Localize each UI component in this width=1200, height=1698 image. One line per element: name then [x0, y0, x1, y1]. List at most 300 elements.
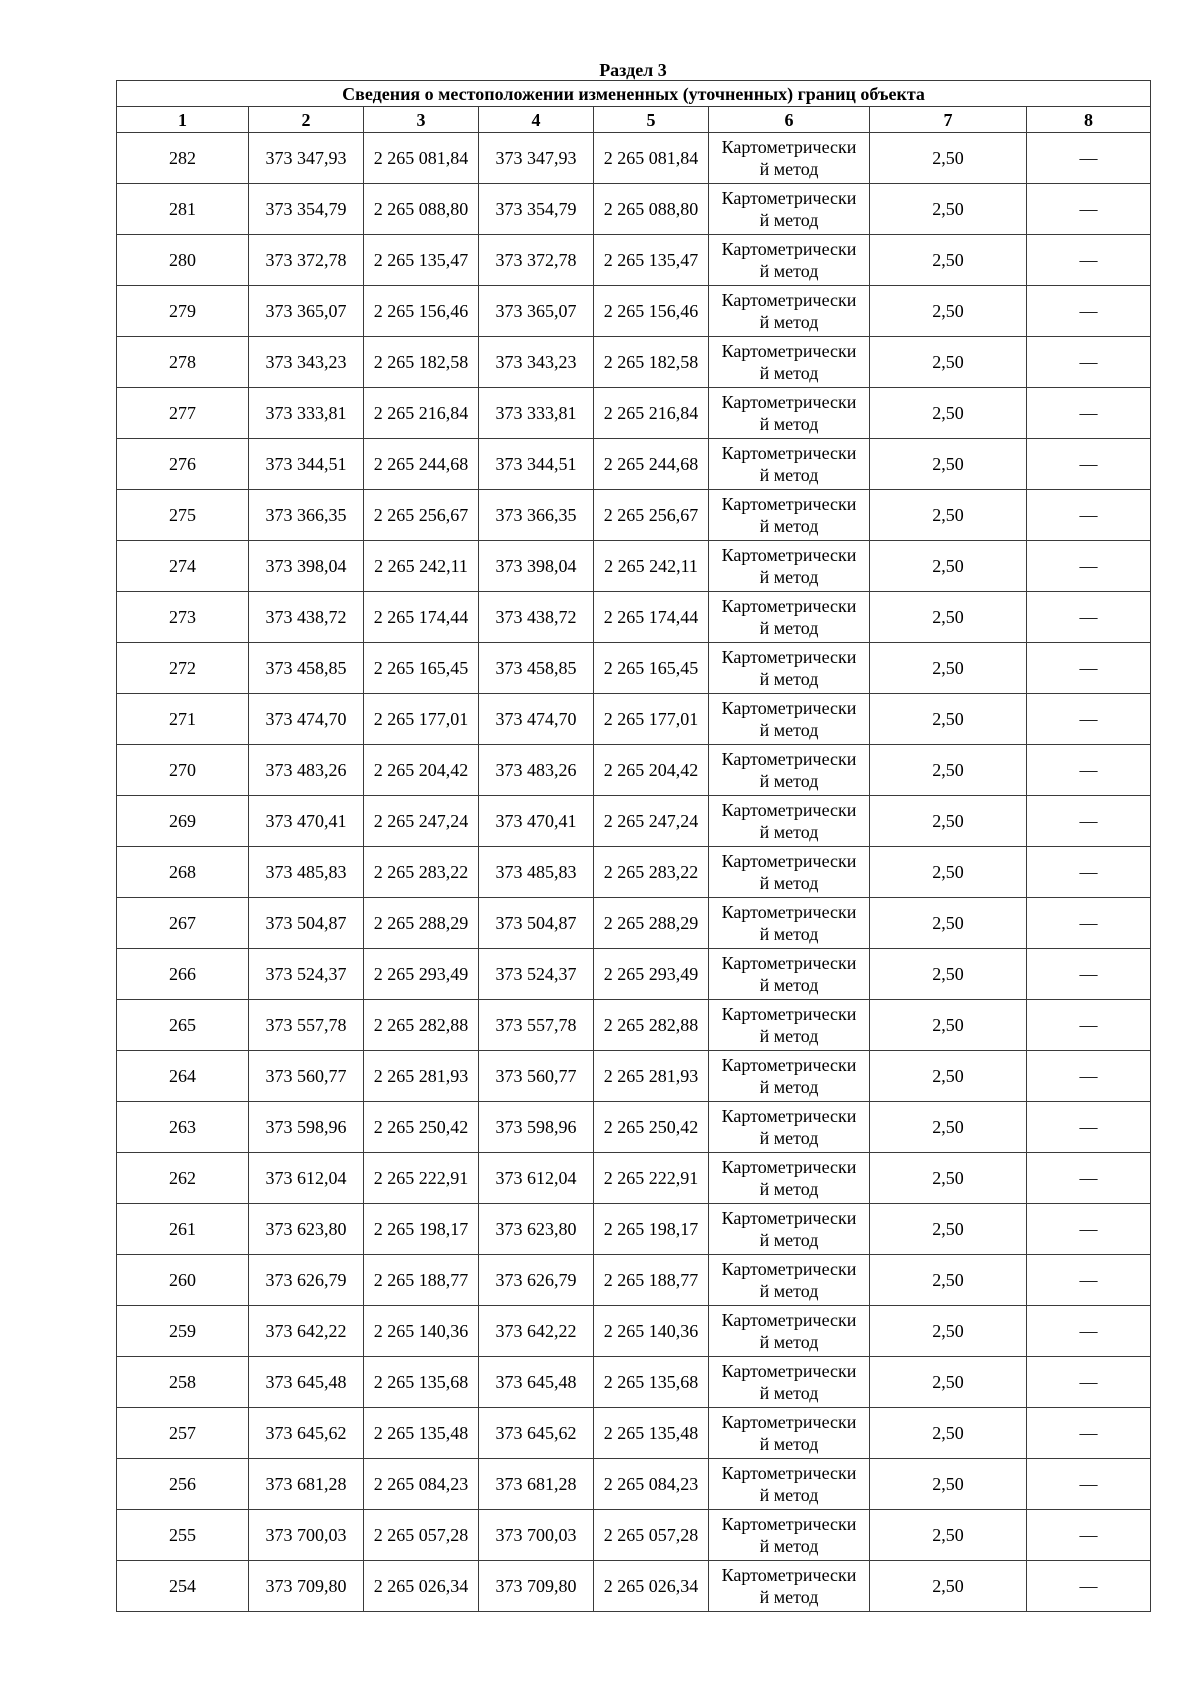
new-x-cell: 373 333,81 — [479, 388, 594, 439]
description-cell: — — [1027, 388, 1151, 439]
method-text-line1: Картометрически — [721, 902, 857, 922]
method-text-line2: й метод — [759, 210, 819, 230]
table-row — [117, 1357, 1151, 1408]
method-cell — [709, 1408, 870, 1459]
method-text-line1: Картометрически — [721, 1055, 857, 1075]
method-cell — [709, 949, 870, 1000]
accuracy-cell: 2,50 — [870, 286, 1027, 337]
method-cell — [709, 1306, 870, 1357]
method-text-line2: й метод — [759, 1230, 819, 1250]
new-x-cell: 373 347,93 — [479, 133, 594, 184]
method-cell — [709, 1510, 870, 1561]
method-cell — [709, 694, 870, 745]
method-text-line1: Картометрически — [721, 1514, 857, 1534]
method-cell — [709, 1459, 870, 1510]
description-cell: — — [1027, 541, 1151, 592]
accuracy-cell: 2,50 — [870, 847, 1027, 898]
method-text-line1: Картометрически — [721, 1004, 857, 1024]
description-cell: — — [1027, 1102, 1151, 1153]
point-number-cell: 267 — [117, 898, 249, 949]
existing-y-cell: 2 265 256,67 — [364, 490, 479, 541]
method-cell — [709, 898, 870, 949]
method-text-line1: Картометрически — [721, 800, 857, 820]
method-text-line2: й метод — [759, 1485, 819, 1505]
existing-y-cell: 2 265 026,34 — [364, 1561, 479, 1612]
method-text-line1: Картометрически — [721, 953, 857, 973]
new-x-cell: 373 366,35 — [479, 490, 594, 541]
accuracy-cell: 2,50 — [870, 694, 1027, 745]
table-row — [117, 184, 1151, 235]
method-text-line2: й метод — [759, 1536, 819, 1556]
existing-x-cell: 373 709,80 — [249, 1561, 364, 1612]
point-number-cell: 280 — [117, 235, 249, 286]
method-text-line2: й метод — [759, 1077, 819, 1097]
accuracy-cell: 2,50 — [870, 1408, 1027, 1459]
existing-y-cell: 2 265 242,11 — [364, 541, 479, 592]
new-y-cell: 2 265 288,29 — [594, 898, 709, 949]
method-text-line1: Картометрически — [721, 596, 857, 616]
new-y-cell: 2 265 256,67 — [594, 490, 709, 541]
new-x-cell: 373 524,37 — [479, 949, 594, 1000]
new-x-cell: 373 398,04 — [479, 541, 594, 592]
new-y-cell: 2 265 281,93 — [594, 1051, 709, 1102]
description-cell: — — [1027, 745, 1151, 796]
description-cell: — — [1027, 337, 1151, 388]
existing-x-cell: 373 612,04 — [249, 1153, 364, 1204]
method-cell — [709, 184, 870, 235]
point-number-cell: 276 — [117, 439, 249, 490]
method-cell — [709, 1255, 870, 1306]
existing-y-cell: 2 265 288,29 — [364, 898, 479, 949]
method-text-line1: Картометрически — [721, 494, 857, 514]
table-row — [117, 286, 1151, 337]
method-text-line2: й метод — [759, 567, 819, 587]
method-text-line1: Картометрически — [721, 290, 857, 310]
new-y-cell: 2 265 088,80 — [594, 184, 709, 235]
existing-y-cell: 2 265 281,93 — [364, 1051, 479, 1102]
existing-y-cell: 2 265 057,28 — [364, 1510, 479, 1561]
method-text-line2: й метод — [759, 822, 819, 842]
table-row — [117, 898, 1151, 949]
method-text-line1: Картометрически — [721, 545, 857, 565]
table-row — [117, 847, 1151, 898]
description-cell: — — [1027, 1255, 1151, 1306]
point-number-cell: 269 — [117, 796, 249, 847]
new-x-cell: 373 485,83 — [479, 847, 594, 898]
description-cell: — — [1027, 898, 1151, 949]
new-x-cell: 373 642,22 — [479, 1306, 594, 1357]
new-y-cell: 2 265 135,48 — [594, 1408, 709, 1459]
existing-x-cell: 373 343,23 — [249, 337, 364, 388]
table-row — [117, 1255, 1151, 1306]
method-text-line2: й метод — [759, 1128, 819, 1148]
existing-y-cell: 2 265 084,23 — [364, 1459, 479, 1510]
point-number-cell: 278 — [117, 337, 249, 388]
existing-y-cell: 2 265 282,88 — [364, 1000, 479, 1051]
point-number-cell: 279 — [117, 286, 249, 337]
method-text-line2: й метод — [759, 414, 819, 434]
point-number-cell: 281 — [117, 184, 249, 235]
method-cell — [709, 235, 870, 286]
existing-y-cell: 2 265 081,84 — [364, 133, 479, 184]
new-y-cell: 2 265 244,68 — [594, 439, 709, 490]
point-number-cell: 255 — [117, 1510, 249, 1561]
existing-x-cell: 373 645,62 — [249, 1408, 364, 1459]
existing-y-cell: 2 265 188,77 — [364, 1255, 479, 1306]
existing-x-cell: 373 557,78 — [249, 1000, 364, 1051]
table-row — [117, 1153, 1151, 1204]
table-row — [117, 1561, 1151, 1612]
description-cell: — — [1027, 286, 1151, 337]
existing-y-cell: 2 265 283,22 — [364, 847, 479, 898]
accuracy-cell: 2,50 — [870, 898, 1027, 949]
table-row — [117, 796, 1151, 847]
existing-x-cell: 373 333,81 — [249, 388, 364, 439]
new-y-cell: 2 265 156,46 — [594, 286, 709, 337]
new-y-cell: 2 265 057,28 — [594, 1510, 709, 1561]
new-y-cell: 2 265 250,42 — [594, 1102, 709, 1153]
table-row — [117, 235, 1151, 286]
table-row — [117, 490, 1151, 541]
accuracy-cell: 2,50 — [870, 184, 1027, 235]
description-cell: — — [1027, 235, 1151, 286]
existing-x-cell: 373 365,07 — [249, 286, 364, 337]
method-cell — [709, 1000, 870, 1051]
new-y-cell: 2 265 247,24 — [594, 796, 709, 847]
method-cell — [709, 745, 870, 796]
new-y-cell: 2 265 177,01 — [594, 694, 709, 745]
table-row — [117, 337, 1151, 388]
method-text-line2: й метод — [759, 1281, 819, 1301]
existing-y-cell: 2 265 088,80 — [364, 184, 479, 235]
existing-x-cell: 373 626,79 — [249, 1255, 364, 1306]
accuracy-cell: 2,50 — [870, 1204, 1027, 1255]
method-cell — [709, 1051, 870, 1102]
new-x-cell: 373 474,70 — [479, 694, 594, 745]
method-cell — [709, 1153, 870, 1204]
existing-y-cell: 2 265 293,49 — [364, 949, 479, 1000]
existing-y-cell: 2 265 140,36 — [364, 1306, 479, 1357]
point-number-cell: 275 — [117, 490, 249, 541]
existing-y-cell: 2 265 204,42 — [364, 745, 479, 796]
new-y-cell: 2 265 182,58 — [594, 337, 709, 388]
method-text-line1: Картометрически — [721, 443, 857, 463]
method-text-line2: й метод — [759, 1332, 819, 1352]
column-number-row — [117, 107, 1151, 133]
column-number-6: 6 — [709, 107, 870, 133]
method-cell — [709, 796, 870, 847]
existing-x-cell: 373 524,37 — [249, 949, 364, 1000]
point-number-cell: 260 — [117, 1255, 249, 1306]
table-row — [117, 133, 1151, 184]
method-text-line2: й метод — [759, 720, 819, 740]
method-text-line1: Картометрически — [721, 698, 857, 718]
existing-y-cell: 2 265 165,45 — [364, 643, 479, 694]
method-text-line2: й метод — [759, 771, 819, 791]
method-text-line1: Картометрически — [721, 851, 857, 871]
method-text-line2: й метод — [759, 312, 819, 332]
accuracy-cell: 2,50 — [870, 745, 1027, 796]
method-text-line2: й метод — [759, 975, 819, 995]
accuracy-cell: 2,50 — [870, 133, 1027, 184]
method-text-line2: й метод — [759, 1026, 819, 1046]
table-row — [117, 1051, 1151, 1102]
point-number-cell: 254 — [117, 1561, 249, 1612]
accuracy-cell: 2,50 — [870, 643, 1027, 694]
point-number-cell: 270 — [117, 745, 249, 796]
table-row — [117, 745, 1151, 796]
new-x-cell: 373 598,96 — [479, 1102, 594, 1153]
new-x-cell: 373 623,80 — [479, 1204, 594, 1255]
method-text-line2: й метод — [759, 159, 819, 179]
document-page — [116, 60, 1150, 1612]
new-x-cell: 373 354,79 — [479, 184, 594, 235]
new-x-cell: 373 343,23 — [479, 337, 594, 388]
table-caption: Сведения о местоположении измененных (уточненных) границ объекта — [117, 81, 1151, 107]
existing-y-cell: 2 265 216,84 — [364, 388, 479, 439]
accuracy-cell: 2,50 — [870, 1255, 1027, 1306]
accuracy-cell: 2,50 — [870, 1051, 1027, 1102]
table-row — [117, 592, 1151, 643]
accuracy-cell: 2,50 — [870, 1561, 1027, 1612]
method-text-line1: Картометрически — [721, 1310, 857, 1330]
description-cell: — — [1027, 1561, 1151, 1612]
description-cell: — — [1027, 1357, 1151, 1408]
new-y-cell: 2 265 282,88 — [594, 1000, 709, 1051]
new-y-cell: 2 265 293,49 — [594, 949, 709, 1000]
column-number-5: 5 — [594, 107, 709, 133]
new-x-cell: 373 504,87 — [479, 898, 594, 949]
point-number-cell: 259 — [117, 1306, 249, 1357]
accuracy-cell: 2,50 — [870, 541, 1027, 592]
existing-x-cell: 373 372,78 — [249, 235, 364, 286]
accuracy-cell: 2,50 — [870, 592, 1027, 643]
accuracy-cell: 2,50 — [870, 337, 1027, 388]
new-x-cell: 373 344,51 — [479, 439, 594, 490]
existing-y-cell: 2 265 174,44 — [364, 592, 479, 643]
new-x-cell: 373 560,77 — [479, 1051, 594, 1102]
method-text-line1: Картометрически — [721, 188, 857, 208]
method-cell — [709, 643, 870, 694]
method-text-line1: Картометрически — [721, 341, 857, 361]
method-text-line1: Картометрически — [721, 239, 857, 259]
existing-y-cell: 2 265 244,68 — [364, 439, 479, 490]
method-text-line1: Картометрически — [721, 392, 857, 412]
column-number-1: 1 — [117, 107, 249, 133]
existing-y-cell: 2 265 198,17 — [364, 1204, 479, 1255]
new-y-cell: 2 265 084,23 — [594, 1459, 709, 1510]
table-row — [117, 1204, 1151, 1255]
point-number-cell: 272 — [117, 643, 249, 694]
column-number-4: 4 — [479, 107, 594, 133]
method-cell — [709, 541, 870, 592]
existing-x-cell: 373 474,70 — [249, 694, 364, 745]
new-y-cell: 2 265 198,17 — [594, 1204, 709, 1255]
accuracy-cell: 2,50 — [870, 235, 1027, 286]
method-text-line2: й метод — [759, 1434, 819, 1454]
accuracy-cell: 2,50 — [870, 1357, 1027, 1408]
method-cell — [709, 286, 870, 337]
method-text-line1: Картометрически — [721, 1259, 857, 1279]
method-cell — [709, 847, 870, 898]
point-number-cell: 274 — [117, 541, 249, 592]
table-row — [117, 949, 1151, 1000]
column-number-3: 3 — [364, 107, 479, 133]
existing-x-cell: 373 700,03 — [249, 1510, 364, 1561]
point-number-cell: 264 — [117, 1051, 249, 1102]
existing-x-cell: 373 560,77 — [249, 1051, 364, 1102]
existing-y-cell: 2 265 222,91 — [364, 1153, 479, 1204]
new-y-cell: 2 265 216,84 — [594, 388, 709, 439]
method-cell — [709, 1102, 870, 1153]
existing-y-cell: 2 265 135,47 — [364, 235, 479, 286]
new-x-cell: 373 645,48 — [479, 1357, 594, 1408]
method-text-line1: Картометрически — [721, 1157, 857, 1177]
description-cell: — — [1027, 1153, 1151, 1204]
description-cell: — — [1027, 490, 1151, 541]
new-x-cell: 373 483,26 — [479, 745, 594, 796]
method-cell — [709, 1204, 870, 1255]
description-cell: — — [1027, 1306, 1151, 1357]
point-number-cell: 262 — [117, 1153, 249, 1204]
section-title: Раздел 3 — [599, 60, 667, 80]
existing-x-cell: 373 645,48 — [249, 1357, 364, 1408]
method-cell — [709, 337, 870, 388]
point-number-cell: 263 — [117, 1102, 249, 1153]
new-y-cell: 2 265 188,77 — [594, 1255, 709, 1306]
description-cell: — — [1027, 1204, 1151, 1255]
description-cell: — — [1027, 949, 1151, 1000]
method-text-line2: й метод — [759, 669, 819, 689]
existing-x-cell: 373 366,35 — [249, 490, 364, 541]
point-number-cell: 271 — [117, 694, 249, 745]
accuracy-cell: 2,50 — [870, 490, 1027, 541]
description-cell: — — [1027, 847, 1151, 898]
existing-y-cell: 2 265 250,42 — [364, 1102, 479, 1153]
accuracy-cell: 2,50 — [870, 1153, 1027, 1204]
description-cell: — — [1027, 592, 1151, 643]
description-cell: — — [1027, 694, 1151, 745]
new-y-cell: 2 265 135,68 — [594, 1357, 709, 1408]
method-text-line1: Картометрически — [721, 1208, 857, 1228]
existing-x-cell: 373 470,41 — [249, 796, 364, 847]
method-text-line1: Картометрически — [721, 1565, 857, 1585]
point-number-cell: 268 — [117, 847, 249, 898]
table-row — [117, 541, 1151, 592]
method-text-line1: Картометрически — [721, 749, 857, 769]
table-row — [117, 388, 1151, 439]
table-body — [117, 133, 1151, 1612]
method-text-line1: Картометрически — [721, 137, 857, 157]
method-text-line1: Картометрически — [721, 1463, 857, 1483]
table-row — [117, 439, 1151, 490]
existing-y-cell: 2 265 135,68 — [364, 1357, 479, 1408]
existing-y-cell: 2 265 135,48 — [364, 1408, 479, 1459]
table-row — [117, 1000, 1151, 1051]
existing-x-cell: 373 485,83 — [249, 847, 364, 898]
table-row — [117, 1306, 1151, 1357]
new-y-cell: 2 265 174,44 — [594, 592, 709, 643]
new-y-cell: 2 265 204,42 — [594, 745, 709, 796]
existing-y-cell: 2 265 247,24 — [364, 796, 479, 847]
new-x-cell: 373 458,85 — [479, 643, 594, 694]
new-x-cell: 373 681,28 — [479, 1459, 594, 1510]
new-x-cell: 373 709,80 — [479, 1561, 594, 1612]
table-row — [117, 694, 1151, 745]
method-cell — [709, 490, 870, 541]
method-text-line1: Картометрически — [721, 647, 857, 667]
new-x-cell: 373 438,72 — [479, 592, 594, 643]
new-y-cell: 2 265 242,11 — [594, 541, 709, 592]
accuracy-cell: 2,50 — [870, 388, 1027, 439]
new-x-cell: 373 557,78 — [479, 1000, 594, 1051]
method-text-line2: й метод — [759, 924, 819, 944]
column-number-2: 2 — [249, 107, 364, 133]
method-text-line2: й метод — [759, 618, 819, 638]
accuracy-cell: 2,50 — [870, 1459, 1027, 1510]
method-cell — [709, 133, 870, 184]
new-x-cell: 373 365,07 — [479, 286, 594, 337]
new-x-cell: 373 470,41 — [479, 796, 594, 847]
new-y-cell: 2 265 081,84 — [594, 133, 709, 184]
new-x-cell: 373 612,04 — [479, 1153, 594, 1204]
existing-x-cell: 373 354,79 — [249, 184, 364, 235]
table-row — [117, 1459, 1151, 1510]
table-row — [117, 1408, 1151, 1459]
accuracy-cell: 2,50 — [870, 439, 1027, 490]
point-number-cell: 265 — [117, 1000, 249, 1051]
new-y-cell: 2 265 140,36 — [594, 1306, 709, 1357]
method-text-line2: й метод — [759, 1179, 819, 1199]
description-cell: — — [1027, 643, 1151, 694]
point-number-cell: 258 — [117, 1357, 249, 1408]
description-cell: — — [1027, 1000, 1151, 1051]
existing-x-cell: 373 347,93 — [249, 133, 364, 184]
point-number-cell: 273 — [117, 592, 249, 643]
existing-x-cell: 373 642,22 — [249, 1306, 364, 1357]
existing-x-cell: 373 344,51 — [249, 439, 364, 490]
new-x-cell: 373 645,62 — [479, 1408, 594, 1459]
description-cell: — — [1027, 1051, 1151, 1102]
new-y-cell: 2 265 283,22 — [594, 847, 709, 898]
accuracy-cell: 2,50 — [870, 949, 1027, 1000]
method-text-line2: й метод — [759, 1587, 819, 1607]
existing-x-cell: 373 504,87 — [249, 898, 364, 949]
new-y-cell: 2 265 165,45 — [594, 643, 709, 694]
table-row — [117, 1510, 1151, 1561]
method-text-line2: й метод — [759, 516, 819, 536]
existing-x-cell: 373 483,26 — [249, 745, 364, 796]
existing-y-cell: 2 265 177,01 — [364, 694, 479, 745]
description-cell: — — [1027, 439, 1151, 490]
new-y-cell: 2 265 135,47 — [594, 235, 709, 286]
new-x-cell: 373 700,03 — [479, 1510, 594, 1561]
method-text-line2: й метод — [759, 363, 819, 383]
accuracy-cell: 2,50 — [870, 1510, 1027, 1561]
method-cell — [709, 439, 870, 490]
description-cell: — — [1027, 1459, 1151, 1510]
existing-x-cell: 373 598,96 — [249, 1102, 364, 1153]
method-text-line1: Картометрически — [721, 1361, 857, 1381]
method-text-line2: й метод — [759, 261, 819, 281]
method-cell — [709, 1561, 870, 1612]
point-number-cell: 266 — [117, 949, 249, 1000]
column-number-8: 8 — [1027, 107, 1151, 133]
table-row — [117, 1102, 1151, 1153]
column-number-7: 7 — [870, 107, 1027, 133]
description-cell: — — [1027, 184, 1151, 235]
method-cell — [709, 592, 870, 643]
